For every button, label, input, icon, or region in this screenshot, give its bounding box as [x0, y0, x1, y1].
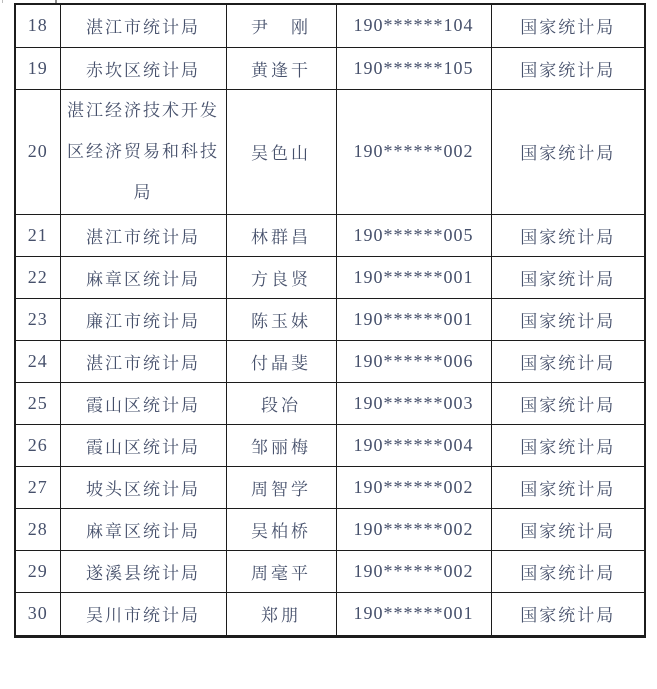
cell-organization: 霞山区统计局 — [60, 424, 226, 466]
cell-seq-number: 18 — [15, 4, 60, 47]
cell-organization: 遂溪县统计局 — [60, 550, 226, 592]
cell-certificate-number: 190******002 — [336, 508, 491, 550]
cell-certificate-number: 190******006 — [336, 340, 491, 382]
cell-certificate-number: 190******105 — [336, 47, 491, 89]
cell-seq-number: 30 — [15, 592, 60, 636]
cell-person-name: 黄逢干 — [226, 47, 336, 89]
cell-issuing-authority: 国家统计局 — [491, 4, 645, 47]
page-edge-sliver — [2, 0, 3, 3]
table-row — [15, 424, 645, 466]
cell-seq-number: 27 — [15, 466, 60, 508]
cell-person-name: 方良贤 — [226, 256, 336, 298]
cell-organization: 赤坎区统计局 — [60, 47, 226, 89]
cell-issuing-authority: 国家统计局 — [491, 424, 645, 466]
cell-issuing-authority: 国家统计局 — [491, 340, 645, 382]
cell-seq-number: 23 — [15, 298, 60, 340]
cell-organization: 湛江市统计局 — [60, 340, 226, 382]
cell-issuing-authority: 国家统计局 — [491, 89, 645, 214]
cell-certificate-number: 190******004 — [336, 424, 491, 466]
cell-person-name: 周毫平 — [226, 550, 336, 592]
cell-person-name: 吴色山 — [226, 89, 336, 214]
table-row — [15, 89, 645, 214]
cell-issuing-authority: 国家统计局 — [491, 47, 645, 89]
cell-person-name: 邹丽梅 — [226, 424, 336, 466]
cell-person-name: 郑朋 — [226, 592, 336, 636]
table-row — [15, 592, 645, 636]
cell-organization: 麻章区统计局 — [60, 508, 226, 550]
cell-seq-number: 22 — [15, 256, 60, 298]
cell-seq-number: 25 — [15, 382, 60, 424]
cell-certificate-number: 190******005 — [336, 214, 491, 256]
registry-table — [14, 3, 646, 638]
cell-certificate-number: 190******002 — [336, 550, 491, 592]
table-row — [15, 4, 645, 47]
table-row — [15, 47, 645, 89]
table-row — [15, 340, 645, 382]
cell-organization: 吴川市统计局 — [60, 592, 226, 636]
cell-person-name: 段冶 — [226, 382, 336, 424]
cell-organization: 湛江经济技术开发区经济贸易和科技局 — [60, 89, 226, 214]
cell-organization: 坡头区统计局 — [60, 466, 226, 508]
cell-certificate-number: 190******001 — [336, 592, 491, 636]
cell-organization: 湛江市统计局 — [60, 4, 226, 47]
cell-person-name: 尹 刚 — [226, 4, 336, 47]
table-row — [15, 382, 645, 424]
cell-issuing-authority: 国家统计局 — [491, 466, 645, 508]
cell-issuing-authority: 国家统计局 — [491, 382, 645, 424]
cell-person-name: 吴柏桥 — [226, 508, 336, 550]
cell-person-name: 周智学 — [226, 466, 336, 508]
table-row — [15, 256, 645, 298]
cell-person-name: 付晶斐 — [226, 340, 336, 382]
cell-issuing-authority: 国家统计局 — [491, 256, 645, 298]
cell-certificate-number: 190******002 — [336, 89, 491, 214]
cell-organization: 霞山区统计局 — [60, 382, 226, 424]
table-row — [15, 508, 645, 550]
cell-seq-number: 26 — [15, 424, 60, 466]
cell-issuing-authority: 国家统计局 — [491, 508, 645, 550]
cell-seq-number: 19 — [15, 47, 60, 89]
cell-seq-number: 28 — [15, 508, 60, 550]
cell-certificate-number: 190******001 — [336, 256, 491, 298]
cell-person-name: 陈玉妹 — [226, 298, 336, 340]
cell-certificate-number: 190******002 — [336, 466, 491, 508]
table-body — [15, 4, 645, 636]
cell-organization: 廉江市统计局 — [60, 298, 226, 340]
cell-seq-number: 21 — [15, 214, 60, 256]
cell-issuing-authority: 国家统计局 — [491, 592, 645, 636]
cell-issuing-authority: 国家统计局 — [491, 214, 645, 256]
cell-certificate-number: 190******003 — [336, 382, 491, 424]
table-row — [15, 466, 645, 508]
cell-seq-number: 24 — [15, 340, 60, 382]
table-row — [15, 298, 645, 340]
cell-issuing-authority: 国家统计局 — [491, 298, 645, 340]
cell-organization: 麻章区统计局 — [60, 256, 226, 298]
cell-seq-number: 29 — [15, 550, 60, 592]
table-row — [15, 214, 645, 256]
cell-certificate-number: 190******001 — [336, 298, 491, 340]
table-row — [15, 550, 645, 592]
cell-person-name: 林群昌 — [226, 214, 336, 256]
cell-seq-number: 20 — [15, 89, 60, 214]
cell-issuing-authority: 国家统计局 — [491, 550, 645, 592]
cell-organization: 湛江市统计局 — [60, 214, 226, 256]
cell-certificate-number: 190******104 — [336, 4, 491, 47]
